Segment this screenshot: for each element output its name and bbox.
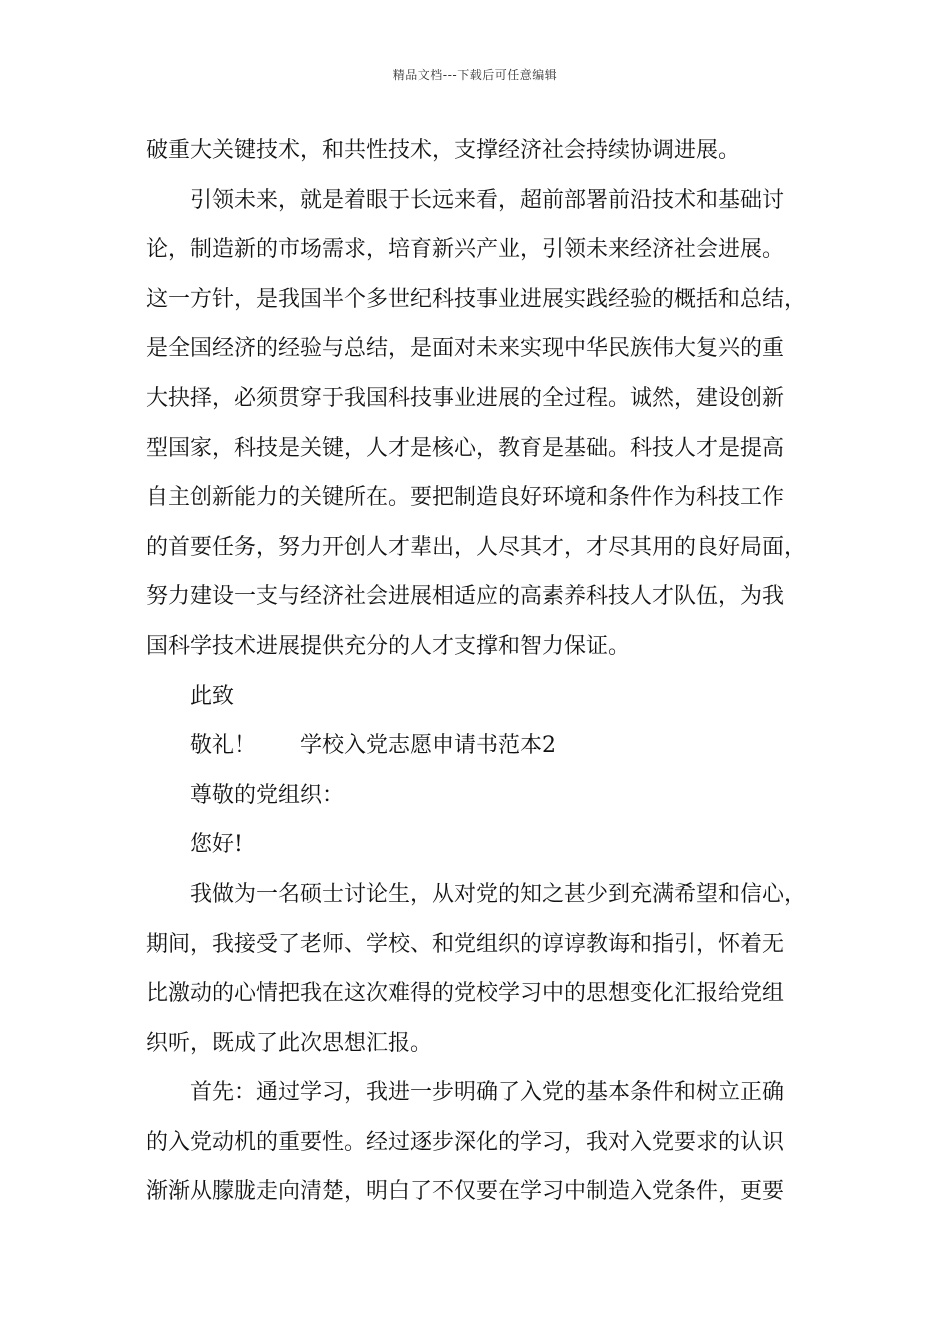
closing-line: 此致 — [190, 683, 235, 709]
paragraph-line: 型国家，科技是关键，人才是核心，教育是基础。科技人才是提高 — [146, 435, 785, 461]
paragraph-line: 破重大关键技术，和共性技术，支撑经济社会持续协调进展。 — [146, 138, 741, 163]
paragraph-line: 的首要任务，努力开创人才辈出，人尽其才，才尽其用的良好局面， — [146, 534, 807, 560]
paragraph-line: 国科学技术进展提供充分的人才支撑和智力保证。 — [146, 633, 631, 659]
paragraph-line: 首先：通过学习，我进一步明确了入党的基本条件和树立正确 — [190, 1080, 785, 1106]
paragraph-line: 这一方针，是我国半个多世纪科技事业进展实践经验的概括和总结， — [146, 286, 807, 312]
paragraph-line: 期间，我接受了老师、学校、和党组织的谆谆教诲和指引，怀着无 — [146, 931, 785, 957]
greeting-line: 您好! — [190, 832, 243, 858]
paragraph-line: 比激动的心情把我在这次难得的党校学习中的思想变化汇报给党组 — [146, 981, 785, 1007]
paragraph-line: 大抉择，必须贯穿于我国科技事业进展的全过程。诚然，建设创新 — [146, 385, 785, 411]
paragraph-line: 渐渐从朦胧走向清楚，明白了不仅要在学习中制造入党条件，更要 — [146, 1179, 785, 1205]
closing-salute: 敬礼！ — [190, 733, 257, 759]
paragraph-line: 自主创新能力的关键所在。要把制造良好环境和条件作为科技工作 — [146, 485, 785, 511]
page-header: 精品文档---下载后可任意编辑 — [392, 68, 558, 82]
greeting-line: 尊敬的党组织： — [190, 782, 345, 808]
document-body — [146, 131, 836, 1222]
salutation-row — [146, 726, 836, 776]
paragraph-line: 是全国经济的经验与总结，是面对未来实现中华民族伟大复兴的重 — [146, 336, 785, 362]
section-title: 学校入党志愿申请书范本2 — [300, 733, 557, 759]
paragraph-line: 织听，既成了此次思想汇报。 — [146, 1030, 433, 1056]
paragraph-line: 论，制造新的市场需求，培育新兴产业，引领未来经济社会进展。 — [146, 237, 785, 263]
paragraph-line: 引领未来，就是着眼于长远来看，超前部署前沿技术和基础讨 — [190, 187, 785, 213]
paragraph-line: 的入党动机的重要性。经过逐步深化的学习，我对入党要求的认识 — [146, 1129, 785, 1155]
paragraph-line: 我做为一名硕士讨论生，从对党的知之甚少到充满希望和信心， — [190, 881, 807, 907]
paragraph-line: 努力建设一支与经济社会进展相适应的高素养科技人才队伍，为我 — [146, 584, 785, 610]
